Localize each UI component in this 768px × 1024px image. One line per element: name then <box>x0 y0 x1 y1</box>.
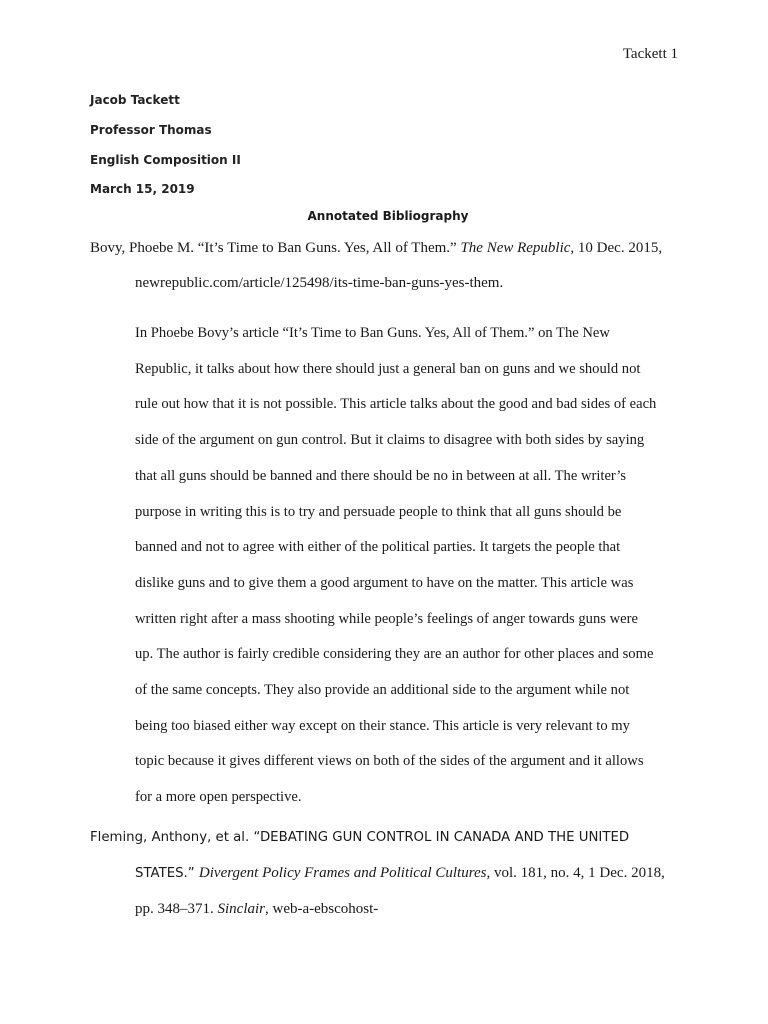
citation-2-database: Sinclair <box>217 901 265 917</box>
annotation-1-line: topic because it gives different views on both of the sides of the argument and it allows <box>135 753 644 770</box>
page-title: Annotated Bibliography <box>307 209 469 223</box>
annotation-1-line: being too biased either way except on their stance. This article is very relevant to my <box>135 717 630 734</box>
citation-2-line-3 <box>135 901 378 918</box>
citation-2-line-1: Fleming, Anthony, et al. “DEBATING GUN CONTROL IN CANADA AND THE UNITED <box>90 830 630 845</box>
annotation-1-line: rule out how that it is not possible. This article talks about the good and bad sides of each <box>135 396 657 413</box>
course-name: English Composition II <box>90 153 241 167</box>
submission-date: March 15, 2019 <box>90 182 195 196</box>
annotation-1-line: of the same concepts. They also provide an additional side to the argument while not <box>135 682 630 699</box>
annotation-1-line: In Phoebe Bovy’s article “It’s Time to Ban Guns. Yes, All of Them.” on The New <box>135 325 610 341</box>
student-name: Jacob Tackett <box>90 93 180 107</box>
annotation-1-line: that all guns should be banned and there should be no in between at all. The writer’s <box>135 467 627 484</box>
citation-1-line-1 <box>90 240 662 257</box>
professor-name: Professor Thomas <box>90 123 212 137</box>
citation-1-publication: The New Republic <box>460 240 571 256</box>
annotation-1 <box>135 316 680 816</box>
citation-2-line-2 <box>135 865 665 882</box>
citation-2-pages: pp. 348–371. <box>135 901 218 917</box>
annotation-1-line: up. The author is fairly credible considering they are an author for other places and some <box>135 646 654 663</box>
citation-2-publication: Divergent Policy Frames and Political Cultures <box>198 865 487 881</box>
annotation-1-line: Republic, it talks about how there should just a general ban on guns and we should not <box>135 360 641 377</box>
annotation-1-line: dislike guns and to give them a good argument to have on the matter. This article was <box>135 574 634 591</box>
citation-1-author-title: Bovy, Phoebe M. “It’s Time to Ban Guns. Yes, All of Them.” <box>90 240 461 256</box>
annotation-1-line: side of the argument on gun control. But it claims to disagree with both sides by saying <box>135 432 645 449</box>
annotation-1-line: for a more open perspective. <box>135 789 302 806</box>
citation-2-url-start: , web-a-ebscohost- <box>265 901 379 917</box>
running-head: Tackett 1 <box>622 46 678 62</box>
citation-2-title-end: STATES.” <box>135 866 199 881</box>
citation-1-url: newrepublic.com/article/125498/its-time-ban-guns-yes-them. <box>135 275 504 291</box>
annotation-1-line: purpose in writing this is to try and persuade people to think that all guns should be <box>135 503 622 520</box>
citation-1-date: , 10 Dec. 2015, <box>570 240 663 256</box>
annotation-1-line: banned and not to agree with either of the political parties. It targets the people that <box>135 539 621 556</box>
citation-2-volume: , vol. 181, no. 4, 1 Dec. 2018, <box>486 865 665 881</box>
annotation-1-line: written right after a mass shooting while people’s feelings of anger towards guns were <box>135 610 638 627</box>
